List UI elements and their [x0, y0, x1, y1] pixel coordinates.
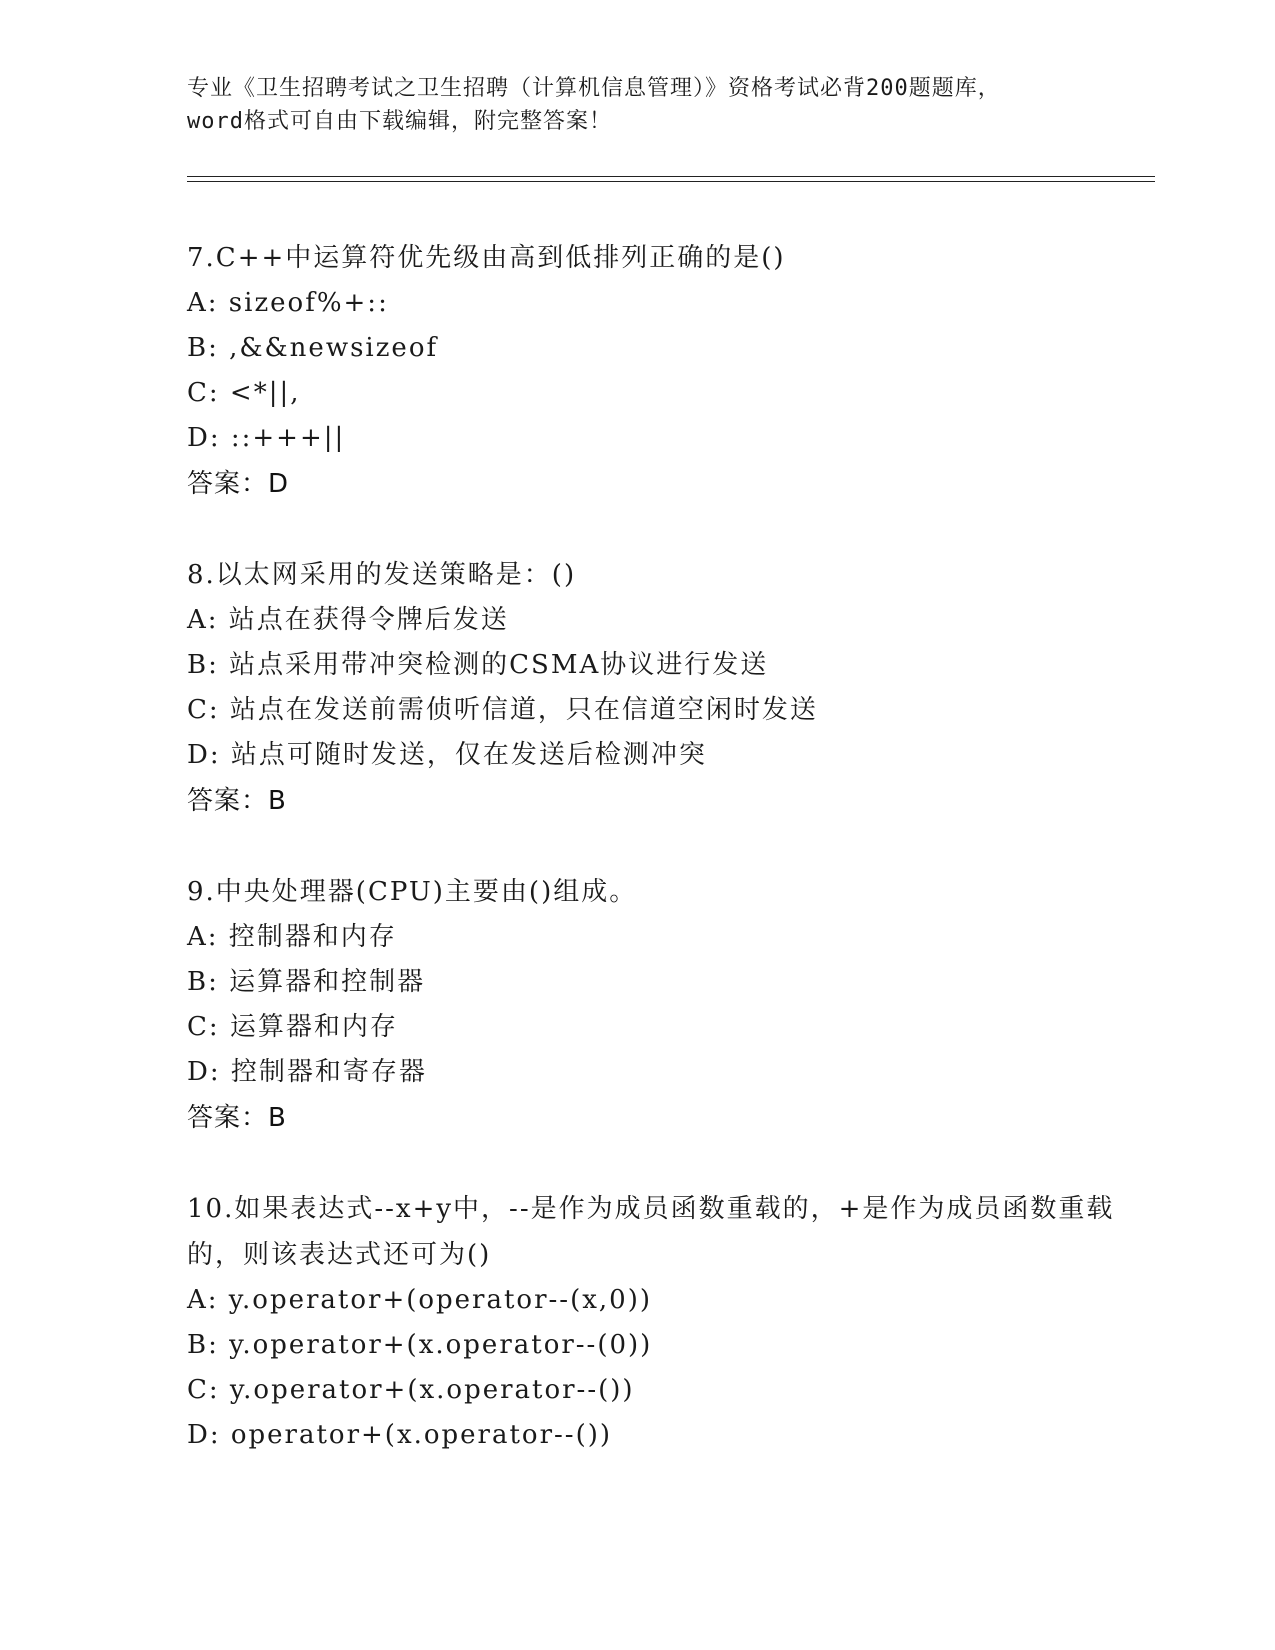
option-d: D: 控制器和寄存器: [187, 1057, 427, 1087]
answer-label: 答案：D: [187, 469, 290, 499]
question-9: [187, 869, 1147, 1141]
answer-label: 答案：B: [187, 1103, 287, 1133]
option-d: D: operator+(x.operator--()): [187, 1420, 613, 1450]
question-list: [187, 235, 1147, 1503]
option-c: C: 运算器和内存: [187, 1012, 398, 1042]
question-stem: 7.C++中运算符优先级由高到低排列正确的是(): [187, 243, 786, 273]
option-a: A: 站点在获得令牌后发送: [187, 605, 509, 635]
option-b: B: 运算器和控制器: [187, 967, 426, 997]
question-7: [187, 235, 1147, 507]
question-stem: 10.如果表达式--x+y中，--是作为成员函数重载的，+是作为成员函数重载的，则该表达式还可为(): [187, 1194, 1115, 1270]
option-c: C: <*||,: [187, 378, 301, 408]
option-d: D: 站点可随时发送，仅在发送后检测冲突: [187, 740, 707, 770]
option-c: C: 站点在发送前需侦听信道，只在信道空闲时发送: [187, 695, 818, 725]
option-a: A: sizeof%+::: [187, 288, 389, 318]
header-line-1: 专业《卫生招聘考试之卫生招聘（计算机信息管理）》资格考试必背200题题库，: [187, 76, 1001, 101]
question-8: [187, 552, 1147, 824]
header-line-2: word格式可自由下载编辑，附完整答案！: [187, 109, 612, 134]
option-b: B: y.operator+(x.operator--(0)): [187, 1330, 653, 1360]
answer-label: 答案：B: [187, 786, 287, 816]
option-a: A: y.operator+(operator--(x,0)): [187, 1285, 652, 1315]
option-a: A: 控制器和内存: [187, 922, 397, 952]
header-divider-top: [187, 176, 1155, 177]
header-divider-bottom: [187, 181, 1155, 182]
option-b: B: 站点采用带冲突检测的CSMA协议进行发送: [187, 650, 769, 680]
question-stem: 9.中央处理器(CPU)主要由()组成。: [187, 877, 638, 907]
option-c: C: y.operator+(x.operator--()): [187, 1375, 635, 1405]
option-b: B: ,&&newsizeof: [187, 333, 439, 363]
option-d: D: ::+++||: [187, 423, 346, 453]
question-10: [187, 1186, 1147, 1458]
document-header: [187, 72, 1087, 138]
question-stem: 8.以太网采用的发送策略是：(): [187, 560, 577, 590]
